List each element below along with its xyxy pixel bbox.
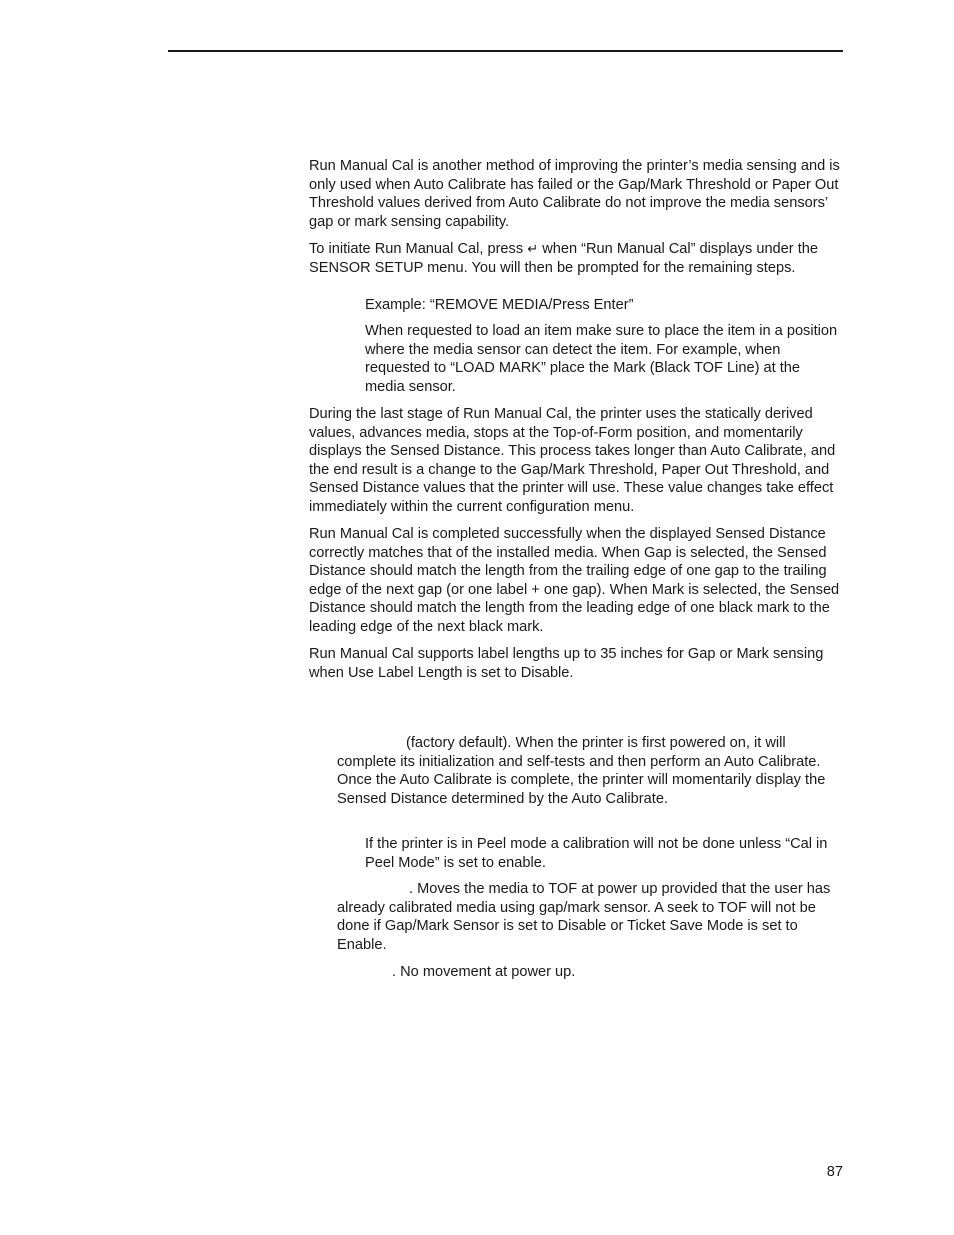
option-no-movement: . No movement at power up. [392,964,576,980]
example-text: Example: “REMOVE MEDIA/Press Enter” [365,297,634,313]
note-load-item: When requested to load an item make sure to place the item in a position where the media sensor can detect the item. For example, when requested to “LOAD MARK” place the Mark (Black TOF Line) at the media sensor. [365,323,838,395]
note-peel-mode: If the printer is in Peel mode a calibration will not be done unless “Cal in Peel Mode” is set to enable. [365,836,828,871]
paragraph-label-length: Run Manual Cal supports label lengths up to 35 inches for Gap or Mark sensing when Use Label Length is set to Disable. [309,646,824,681]
option-auto-calibrate: (factory default). When the printer is first powered on, it will complete its initialization and self-tests and then perform an Auto Calibrate. Once the Auto Calibrate is complete, the printer will momentarily display the Sensed Distance determined by the Auto Calibrate. [337,735,826,807]
page-number: 87 [826,1164,843,1180]
initiate-text-after: when “Run Manual Cal” displays under the SENSOR SETUP menu. You will then be prompted for the remaining steps. [309,241,818,276]
paragraph-intro: Run Manual Cal is another method of improving the printer’s media sensing and is only used when Auto Calibrate has failed or the Gap/Mark Threshold or Paper Out Threshold values derived from Auto Calibrate do not improve the media sensors’ gap or mark sensing capability. [309,158,840,230]
initiate-text-before: To initiate Run Manual Cal, press [309,241,524,257]
option-seek-tof: . Moves the media to TOF at power up provided that the user has already calibrated media using gap/mark sensor. A seek to TOF will not be done if Gap/Mark Sensor is set to Disable or Ticket Save Mode is set to Enable. [337,881,831,953]
paragraph-last-stage: During the last stage of Run Manual Cal, the printer uses the statically derived values, advances media, stops at the Top-of-Form position, and momentarily displays the Sensed Distance. This process takes longer than Auto Calibrate, and the end result is a change to the Gap/Mark Threshold, Paper Out Threshold, and Sensed Distance values that the printer will use. These value changes take effect immediately within the current configuration menu. [309,406,836,515]
paragraph-completion: Run Manual Cal is completed successfully when the displayed Sensed Distance correctly matches that of the installed media. When Gap is selected, the Sensed Distance should match the length from the trailing edge of one gap to the trailing edge of the next gap (or one label + one gap). When Mark is selected, the Sensed Distance should match the length from the leading edge of one black mark to the leading edge of the next black mark. [309,526,840,635]
paragraph-initiate [309,240,843,277]
enter-key-icon: ↵ [527,241,539,256]
header-rule [168,50,843,52]
